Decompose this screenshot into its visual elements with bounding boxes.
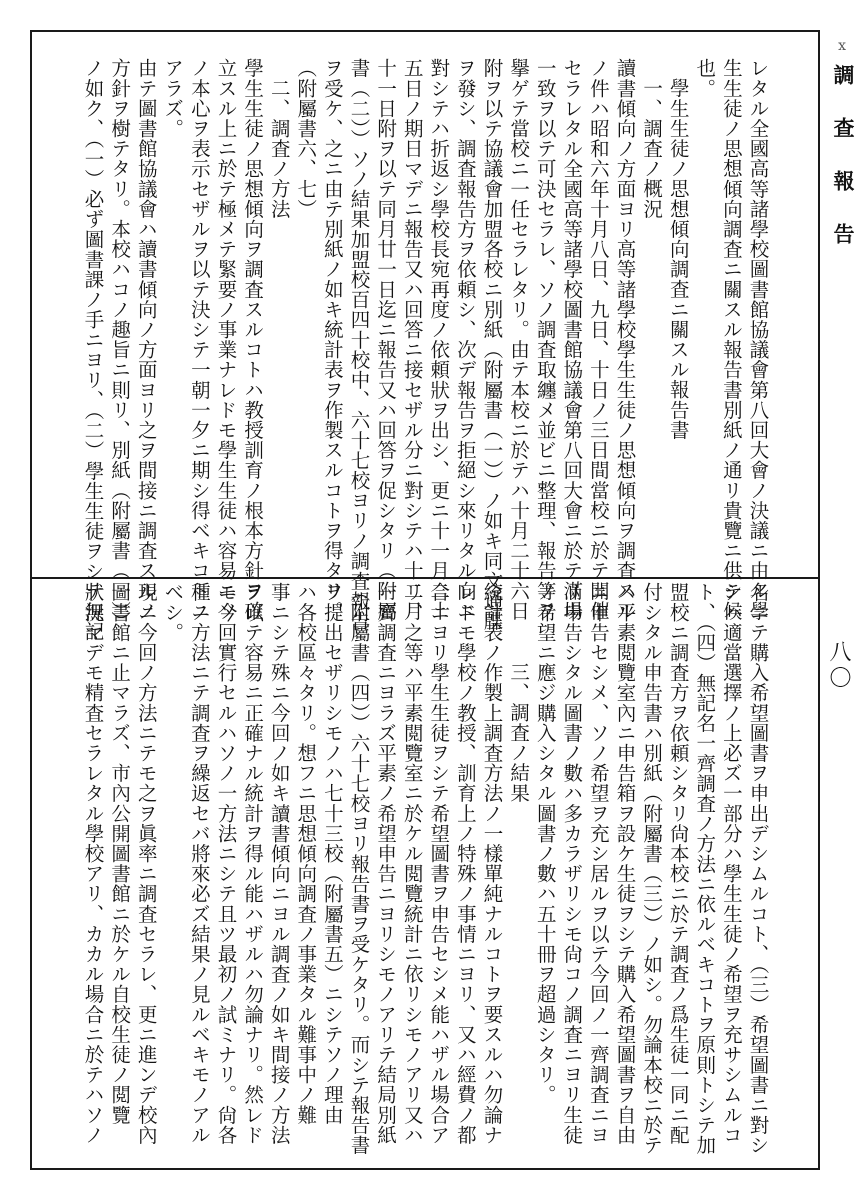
lower-text-line: 現ニ今回ノ方法ニテモ之ヲ眞率ニ調査セラレ、更ニ進ンデ校內 bbox=[134, 582, 158, 1145]
upper-text-line: 一、調査ノ概況 bbox=[640, 78, 664, 219]
upper-text-line: 由テ圖書館協議會ハ讀書傾向ノ方面ヨリ之ヲ間接ニ調査スルノ bbox=[134, 58, 158, 621]
upper-text-line: 書（二））ソノ結果加盟校百四十校中、六十七校ヨリノ調査報告 bbox=[347, 58, 371, 632]
upper-text-line: セラレタル全國高等諸學校圖書館協議會第八回大會ニ於テ滿場 bbox=[560, 58, 584, 621]
running-head bbox=[820, 64, 864, 364]
lower-text-line: 三、調査ノ結果 bbox=[507, 662, 531, 803]
lower-text-line: ト、（四）無記名一齊調査ノ方法ニ依ルベキコトヲ原則トシテ加 bbox=[693, 582, 717, 1156]
upper-text-line: 學生生徒ノ思想傾向調査ニ關スル報告書 bbox=[666, 78, 690, 440]
upper-text-line: 立スル上ニ於テ極メテ緊要ノ事業ナレドモ學生生徒ハ容易ニソ bbox=[214, 58, 238, 621]
lower-text-line: ヲ提出セザリシモノハ七十三校（附屬書五）ニシテソノ理由 bbox=[320, 582, 344, 1125]
lower-text-line: 統計表ノ作製上調査方法ノ一樣單純ナルコトヲ要スルハ勿論ナ bbox=[480, 582, 504, 1145]
upper-text-line: レタル全國高等諸學校圖書館協議會第八回大會ノ決議ニ由ル學 bbox=[746, 58, 770, 621]
upper-text-line: ノ本心ヲ表示セザルヲ以テ決シテ一朝一夕ニ期シ得ベキコトニ bbox=[187, 58, 211, 621]
lower-text-line: （附屬書（四））六十七校ヨリ報告書ヲ受ケタリ。而シテ報告書 bbox=[347, 582, 371, 1156]
lower-text-line: 盟校ニ調査方ヲ依頼シタリ尙本校ニ於テ調査ノ爲生徒一同ニ配 bbox=[666, 582, 690, 1145]
upper-text-line: 生生徒ノ思想傾向調査ニ關スル報告書別紙ノ通リ貴覽ニ供シ候 bbox=[719, 58, 743, 621]
lower-text-line: ベシ。 bbox=[161, 582, 185, 643]
upper-text-line: 也。 bbox=[693, 58, 717, 99]
running-head-text: 調查報告 bbox=[831, 64, 856, 276]
upper-text-line: 一致ヲ以テ可決セラレ、ソノ調査取纏メ並ビニ整理、報告等ヲ bbox=[533, 58, 557, 621]
lower-text-line: テハ適當選擇ノ上必ズ一部分ハ學生生徒ノ希望ヲ充サシムルコ bbox=[719, 582, 743, 1145]
lower-text-line: モ今回實行セルハソノ一方法ニシテ且ツ最初ノ試ミナリ。尙各 bbox=[214, 582, 238, 1145]
lower-text-line: ニ申告セシメ、ソノ希望ヲ充シ居ルヲ以テ今回ノ一齊調査ニヨ bbox=[586, 582, 610, 1145]
upper-text-line: 二、調査ノ方法 bbox=[267, 78, 291, 219]
upper-text-line: ヲ發シ、調査報告方ヲ依頼シ、次デ報告ヲ拒絕シ來リタル向ニ bbox=[453, 58, 477, 621]
upper-text-line: ノ件ハ昭和六年十月八日、九日、十日ノ三日間當校ニ於テ開催 bbox=[586, 58, 610, 621]
upper-text-line: ノ如ク、（一）必ず圖書課ノ手ニヨリ、（二）學生生徒ヲシテ無記 bbox=[81, 58, 105, 642]
upper-text-line: 附ヲ以テ協議會加盟各校ニ別紙（附屬書（一））ノ如キ同文通牒 bbox=[480, 58, 504, 632]
lower-text-line: 狀況マデモ精査セラレタル學校アリ、カカル場合ニ於テハソノ bbox=[81, 582, 105, 1145]
upper-text-line: （附屬書六、七） bbox=[294, 58, 318, 219]
lower-text-line: ハ平素閲覽室內ニ申告箱ヲ設ケ生徒ヲシテ購入希望圖書ヲ自由 bbox=[613, 582, 637, 1145]
lower-text-line: レドモ學校ノ教授、訓育上ノ特殊ノ事情ニヨリ、又ハ經費ノ都 bbox=[453, 582, 477, 1145]
upper-text-line: 對シテハ折返シ學校長宛再度ノ依頼狀ヲ出シ、更ニ十一月二十 bbox=[427, 58, 451, 621]
lower-text-line: 圖書館ニ止マラズ、市內公開圖書館ニ於ケル自校生徒ノ閲覽 bbox=[108, 582, 132, 1125]
upper-text-line: 方針ヲ樹テタリ。本校ハコノ趣旨ニ則リ、別紙（附屬書（一）） bbox=[108, 58, 132, 632]
corner-mark: ⅹ bbox=[838, 38, 846, 54]
lower-text-line: ノ希望ニ應ジ購入シタル圖書ノ數ハ五十冊ヲ超過シタリ。 bbox=[533, 582, 557, 1105]
upper-text-line: 擧ゲテ當校ニ一任セラレタリ。由テ本校ニ於テハ十月二十六日 bbox=[507, 58, 531, 621]
upper-text-line: ヲ受ケ、之ニ由テ別紙ノ如キ統計表ヲ作製スルコトヲ得タリ。 bbox=[320, 58, 344, 621]
upper-text-line: アラズ。 bbox=[161, 58, 185, 139]
lower-text-line: リ申告シタル圖書ノ數ハ多カラザリシモ尙コノ調査ニヨリ生徒 bbox=[560, 582, 584, 1145]
lower-text-line: 種ノ方法ニテ調査ヲ繰返セバ將來必ズ結果ノ見ルベキモノアル bbox=[187, 582, 211, 1145]
upper-text-line: 學生生徒ノ思想傾向ヲ調査スルコトハ教授訓育ノ根本方針ヲ確 bbox=[241, 58, 265, 621]
lower-text-line: ハ各校區々タリ。想フニ思想傾向調査ノ事業タル難事中ノ難 bbox=[294, 582, 318, 1125]
lower-text-line: 事ニシテ殊ニ今回ノ如キ讀書傾向ニヨル調査ノ如キ間接ノ方法 bbox=[267, 582, 291, 1145]
lower-text-line: リ、之等ハ平素閲覽室ニ於ケル閲覽統計ニ依リシモノアリ又ハ bbox=[400, 582, 424, 1145]
upper-text-line: 讀書傾向ノ方面ヨリ高等諸學校學生生徒ノ思想傾向ヲ調査スル bbox=[613, 58, 637, 621]
upper-text-line: 十一日附ヲ以テ同月廿一日迄ニ報告又ハ回答ヲ促シタリ（附屬 bbox=[374, 58, 398, 621]
lower-text-line: 付シタル申告書ハ別紙（附屬書（三））ノ如シ。勿論本校ニ於テ bbox=[640, 582, 664, 1156]
page-number: 八〇 bbox=[826, 640, 851, 692]
lower-text-line: 合ニヨリ學生生徒ヲシテ希望圖書ヲ申告セシメ能ハザル場合ア bbox=[427, 582, 451, 1145]
lower-text-line: ヲ以テ容易ニ正確ナル統計ヲ得ル能ハザルハ勿論ナリ。然レド bbox=[241, 582, 265, 1145]
upper-text-line: 五日ノ期日マデニ報告又ハ回答ニ接セザル分ニ對シテハ十二月 bbox=[400, 58, 424, 621]
lower-text-line: 一齊調査ニヨラズ平素ノ希望申告ニヨリシモノアリテ結局別紙 bbox=[374, 582, 398, 1145]
lower-text-line: 名ニテ購入希望圖書ヲ申出デシムルコト、（三）希望圖書ニ對シ bbox=[746, 582, 770, 1156]
